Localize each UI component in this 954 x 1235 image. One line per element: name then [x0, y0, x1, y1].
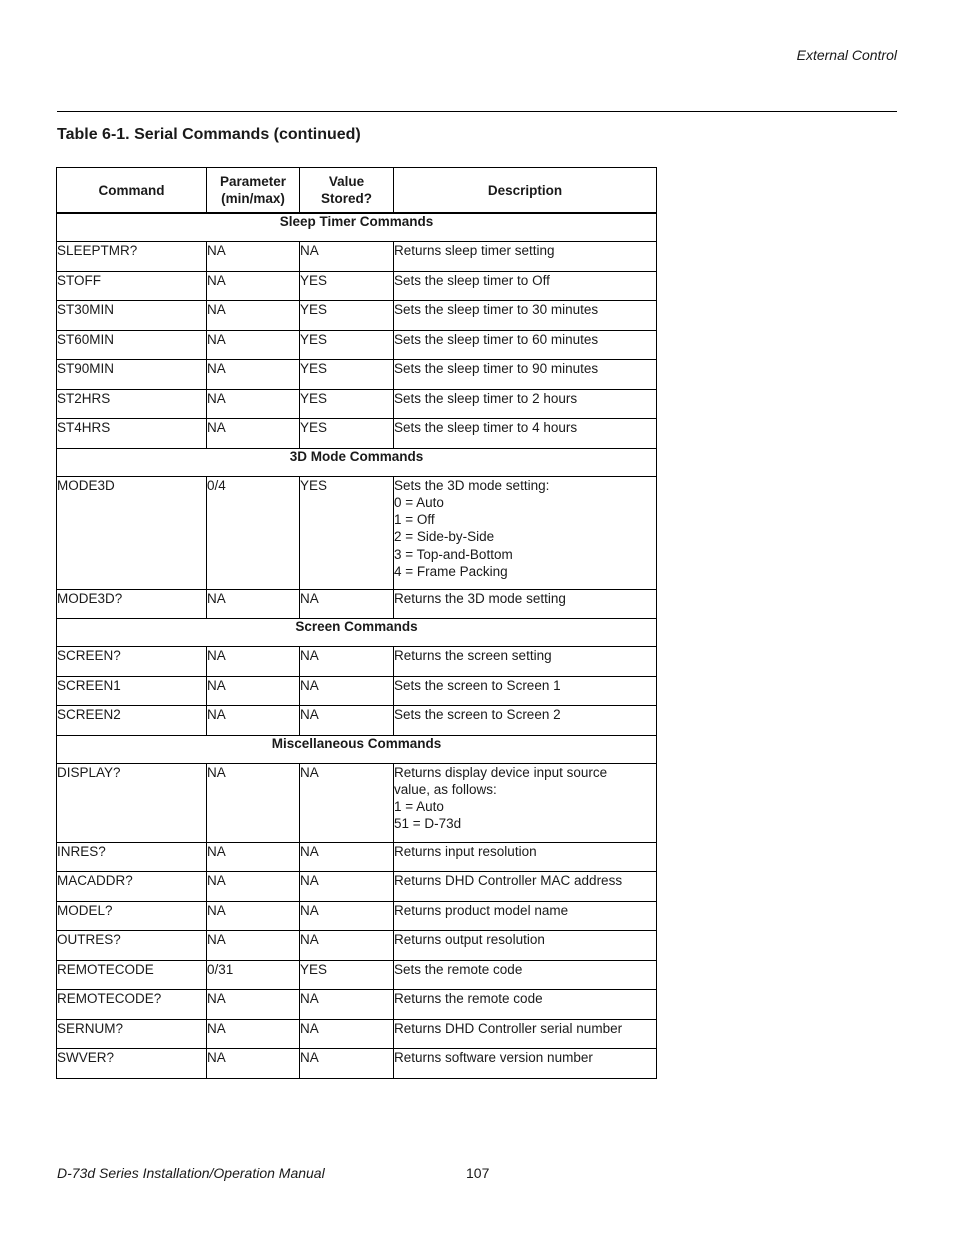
- description-line: 2 = Side-by-Side: [394, 529, 495, 545]
- table-row: [57, 476, 657, 589]
- value-stored-cell: NA: [300, 872, 394, 902]
- value-stored-cell: NA: [300, 706, 394, 736]
- table-row: [57, 960, 657, 990]
- parameter-cell: NA: [207, 676, 300, 706]
- table-row: [57, 901, 657, 931]
- section-heading-row: [57, 619, 657, 647]
- parameter-cell: NA: [207, 763, 300, 842]
- description-line: Sets the 3D mode setting:: [394, 477, 550, 493]
- parameter-cell: NA: [207, 589, 300, 619]
- command-cell: SCREEN?: [57, 647, 207, 677]
- command-cell: SLEEPTMR?: [57, 242, 207, 272]
- command-cell: REMOTECODE: [57, 960, 207, 990]
- description-cell: [394, 872, 657, 902]
- table-row: [57, 389, 657, 419]
- value-stored-cell: NA: [300, 931, 394, 961]
- section-heading: Screen Commands: [57, 619, 657, 647]
- parameter-cell: NA: [207, 242, 300, 272]
- command-cell: MODE3D?: [57, 589, 207, 619]
- value-stored-cell: YES: [300, 419, 394, 449]
- parameter-cell: NA: [207, 389, 300, 419]
- description-cell: [394, 589, 657, 619]
- parameter-cell: NA: [207, 931, 300, 961]
- serial-commands-table: [56, 167, 657, 1079]
- table-row: [57, 271, 657, 301]
- description-cell: [394, 960, 657, 990]
- parameter-cell: NA: [207, 706, 300, 736]
- table-row: [57, 589, 657, 619]
- description-cell: [394, 242, 657, 272]
- parameter-cell: 0/4: [207, 476, 300, 589]
- command-cell: MACADDR?: [57, 872, 207, 902]
- description-line: 3 = Top-and-Bottom: [394, 546, 513, 562]
- table-title: Table 6-1. Serial Commands (continued): [57, 126, 361, 143]
- parameter-cell: NA: [207, 1049, 300, 1079]
- description-line: Returns sleep timer setting: [394, 243, 555, 258]
- description-line: Sets the sleep timer to Off: [394, 272, 550, 288]
- description-cell: [394, 676, 657, 706]
- value-stored-cell: YES: [300, 330, 394, 360]
- table-row: [57, 1019, 657, 1049]
- command-cell: REMOTECODE?: [57, 990, 207, 1020]
- description-line: Returns output resolution: [394, 932, 545, 947]
- value-stored-cell: YES: [300, 476, 394, 589]
- parameter-cell: NA: [207, 990, 300, 1020]
- description-cell: [394, 301, 657, 331]
- description-cell: [394, 706, 657, 736]
- description-line: Returns input resolution: [394, 843, 537, 859]
- parameter-cell: NA: [207, 1019, 300, 1049]
- parameter-cell: NA: [207, 330, 300, 360]
- description-line: Sets the sleep timer to 4 hours: [394, 420, 578, 435]
- command-cell: OUTRES?: [57, 931, 207, 961]
- table-header-row: [57, 168, 657, 214]
- parameter-cell: NA: [207, 301, 300, 331]
- table-row: [57, 706, 657, 736]
- table-row: [57, 242, 657, 272]
- value-stored-cell: YES: [300, 389, 394, 419]
- section-heading-row: [57, 213, 657, 242]
- command-cell: ST60MIN: [57, 330, 207, 360]
- table-row: [57, 763, 657, 842]
- parameter-cell: NA: [207, 647, 300, 677]
- command-cell: ST2HRS: [57, 389, 207, 419]
- description-line: Returns DHD Controller serial number: [394, 1020, 623, 1036]
- table-row: [57, 931, 657, 961]
- column-header-parameter: Parameter (min/max): [207, 168, 300, 214]
- value-stored-cell: YES: [300, 960, 394, 990]
- command-cell: STOFF: [57, 271, 207, 301]
- description-cell: [394, 271, 657, 301]
- parameter-cell: 0/31: [207, 960, 300, 990]
- section-heading: 3D Mode Commands: [57, 448, 657, 476]
- value-stored-cell: YES: [300, 360, 394, 390]
- description-line: value, as follows:: [394, 781, 497, 797]
- description-line: Returns the 3D mode setting: [394, 590, 566, 606]
- value-stored-cell: NA: [300, 842, 394, 872]
- value-stored-cell: NA: [300, 901, 394, 931]
- description-cell: [394, 931, 657, 961]
- description-cell: [394, 419, 657, 449]
- column-header-value-stored: Value Stored?: [300, 168, 394, 214]
- description-cell: [394, 901, 657, 931]
- table-row: [57, 990, 657, 1020]
- description-line: Sets the sleep timer to 30 minutes: [394, 302, 599, 317]
- description-line: Returns display device input source: [394, 764, 608, 780]
- description-cell: [394, 763, 657, 842]
- command-cell: ST4HRS: [57, 419, 207, 449]
- section-heading-row: [57, 735, 657, 763]
- command-cell: MODE3D: [57, 476, 207, 589]
- value-stored-cell: NA: [300, 647, 394, 677]
- command-cell: ST90MIN: [57, 360, 207, 390]
- description-line: 4 = Frame Packing: [394, 563, 508, 579]
- description-line: 0 = Auto: [394, 494, 444, 510]
- parameter-cell: NA: [207, 872, 300, 902]
- description-cell: [394, 389, 657, 419]
- page-number: 107: [466, 1165, 490, 1181]
- description-line: Sets the sleep timer to 60 minutes: [394, 331, 599, 347]
- description-cell: [394, 842, 657, 872]
- command-cell: ST30MIN: [57, 301, 207, 331]
- description-line: Returns the remote code: [394, 991, 543, 1006]
- value-stored-cell: NA: [300, 1019, 394, 1049]
- parameter-cell: NA: [207, 419, 300, 449]
- value-stored-cell: NA: [300, 242, 394, 272]
- description-cell: [394, 476, 657, 589]
- description-cell: [394, 1049, 657, 1079]
- description-cell: [394, 1019, 657, 1049]
- footer-manual-title: D-73d Series Installation/Operation Manual: [57, 1165, 325, 1181]
- table-row: [57, 676, 657, 706]
- parameter-cell: NA: [207, 271, 300, 301]
- value-stored-cell: NA: [300, 1049, 394, 1079]
- parameter-cell: NA: [207, 901, 300, 931]
- table-row: [57, 301, 657, 331]
- value-stored-cell: YES: [300, 271, 394, 301]
- description-line: Sets the screen to Screen 2: [394, 707, 561, 722]
- description-line: Sets the sleep timer to 2 hours: [394, 390, 578, 406]
- table-row: [57, 360, 657, 390]
- description-line: Sets the remote code: [394, 961, 523, 977]
- command-cell: SERNUM?: [57, 1019, 207, 1049]
- description-line: 51 = D-73d: [394, 816, 462, 832]
- section-heading: Sleep Timer Commands: [57, 213, 657, 242]
- running-head: External Control: [796, 47, 897, 63]
- value-stored-cell: NA: [300, 990, 394, 1020]
- description-line: Sets the sleep timer to 90 minutes: [394, 361, 599, 376]
- parameter-cell: NA: [207, 842, 300, 872]
- value-stored-cell: NA: [300, 676, 394, 706]
- column-header-command: Command: [57, 168, 207, 214]
- description-line: 1 = Off: [394, 512, 435, 528]
- command-cell: SWVER?: [57, 1049, 207, 1079]
- value-stored-cell: NA: [300, 763, 394, 842]
- description-cell: [394, 330, 657, 360]
- column-header-description: Description: [394, 168, 657, 214]
- command-cell: DISPLAY?: [57, 763, 207, 842]
- section-heading: Miscellaneous Commands: [57, 735, 657, 763]
- table-row: [57, 842, 657, 872]
- command-cell: MODEL?: [57, 901, 207, 931]
- command-cell: SCREEN1: [57, 676, 207, 706]
- table-row: [57, 419, 657, 449]
- description-cell: [394, 647, 657, 677]
- section-heading-row: [57, 448, 657, 476]
- table-row: [57, 872, 657, 902]
- description-line: Sets the screen to Screen 1: [394, 677, 561, 693]
- table-row: [57, 330, 657, 360]
- description-line: Returns product model name: [394, 902, 569, 918]
- description-line: Returns DHD Controller MAC address: [394, 873, 623, 888]
- value-stored-cell: YES: [300, 301, 394, 331]
- value-stored-cell: NA: [300, 589, 394, 619]
- table-row: [57, 1049, 657, 1079]
- description-cell: [394, 360, 657, 390]
- header-rule: [57, 111, 897, 112]
- description-line: Returns software version number: [394, 1050, 593, 1065]
- table-body: [57, 213, 657, 1078]
- table-row: [57, 647, 657, 677]
- parameter-cell: NA: [207, 360, 300, 390]
- description-line: 1 = Auto: [394, 799, 444, 815]
- description-cell: [394, 990, 657, 1020]
- command-cell: SCREEN2: [57, 706, 207, 736]
- description-line: Returns the screen setting: [394, 648, 552, 663]
- command-cell: INRES?: [57, 842, 207, 872]
